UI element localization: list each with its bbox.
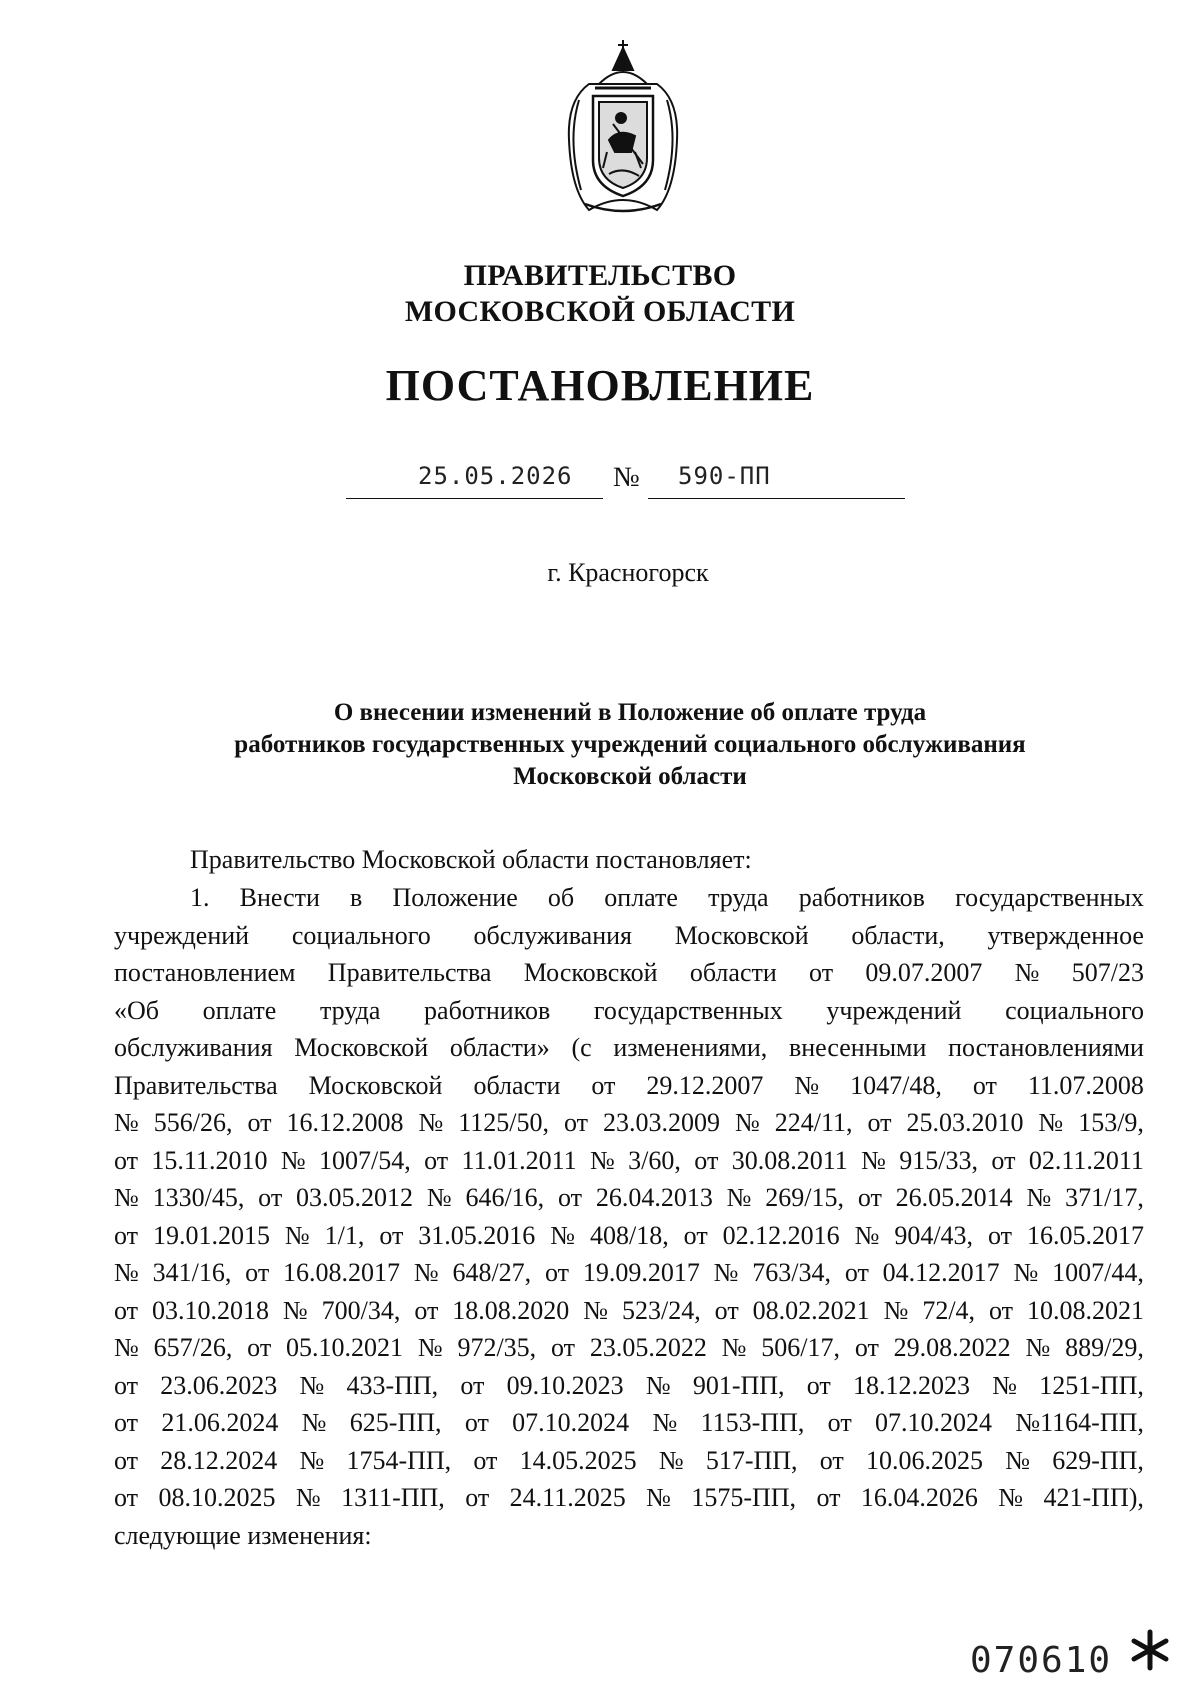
serial-number: 070610 xyxy=(970,1640,1113,1681)
number-sign: № xyxy=(613,462,640,493)
document-subject xyxy=(160,697,1100,793)
subject-line: Московской области xyxy=(513,763,747,790)
registration-number-field xyxy=(648,458,905,499)
body-line: «Об оплате труда работников государственных учреждений социального xyxy=(114,995,1144,1025)
resolution-body xyxy=(114,879,1144,1554)
body-line: от 23.06.2023 № 433-ПП, от 09.10.2023 № 901-ПП, от 18.12.2023 № 1251-ПП, xyxy=(114,1370,1144,1400)
preamble: Правительство Московской области постановляет: xyxy=(190,845,752,874)
body-line: постановлением Правительства Московской области от 09.07.2007 № 507/23 xyxy=(114,958,1144,987)
body-line: от 03.10.2018 № 700/34, от 18.08.2020 № 523/24, от 08.02.2021 № 72/4, от 10.08.2021 xyxy=(114,1295,1144,1325)
body-line: № 657/26, от 05.10.2021 № 972/35, от 23.05.2022 № 506/17, от 29.08.2022 № 889/29, xyxy=(114,1333,1144,1362)
body-line: обслуживания Московской области» (с изменениями, внесенными постановлениями xyxy=(114,1033,1144,1062)
body-line: от 21.06.2024 № 625-ПП, от 07.10.2024 № 1153-ПП, от 07.10.2024 №1164-ПП, xyxy=(114,1408,1144,1437)
body-line: от 28.12.2024 № 1754-ПП, от 14.05.2025 № 517-ПП, от 10.06.2025 № 629-ПП, xyxy=(114,1445,1144,1475)
city-of-issue: г. Красногорск xyxy=(547,558,709,587)
body-line: 1. Внести в Положение об оплате труда работников государственных xyxy=(190,883,1144,912)
body-line: учреждений социального обслуживания Московской области, утвержденное xyxy=(114,920,1144,950)
registration-date: 25.05.2026 xyxy=(418,462,573,490)
subject-line: О внесении изменений в Положение об оплате труда xyxy=(333,699,927,726)
body-line: Правительства Московской области от 29.12.2007 № 1047/48, от 11.07.2008 xyxy=(114,1070,1144,1100)
document-type-title: ПОСТАНОВЛЕНИЕ xyxy=(385,361,815,410)
body-line: № 556/26, от 16.12.2008 № 1125/50, от 23.03.2009 № 224/11, от 25.03.2010 № 153/9, xyxy=(114,1108,1144,1137)
body-line: № 341/16, от 16.08.2017 № 648/27, от 19.09.2017 № 763/34, от 04.12.2017 № 1007/44, xyxy=(114,1258,1144,1287)
body-line: от 19.01.2015 № 1/1, от 31.05.2016 № 408/18, от 02.12.2016 № 904/43, от 16.05.2017 xyxy=(114,1220,1144,1250)
body-line: следующие изменения: xyxy=(114,1520,372,1550)
coat-of-arms-icon xyxy=(559,40,687,218)
issuer-name-line-2: МОСКОВСКОЙ ОБЛАСТИ xyxy=(404,295,796,328)
body-line: № 1330/45, от 03.05.2012 № 646/16, от 26.04.2013 № 269/15, от 26.05.2014 № 371/17, xyxy=(114,1183,1144,1212)
registration-date-field xyxy=(346,458,603,499)
issuer-name-line-1: ПРАВИТЕЛЬСТВО xyxy=(463,259,737,292)
body-line: от 08.10.2025 № 1311-ПП, от 24.11.2025 № 1575-ПП, от 16.04.2026 № 421-ПП), xyxy=(114,1483,1144,1512)
body-line: от 15.11.2010 № 1007/54, от 11.01.2011 № 3/60, от 30.08.2011 № 915/33, от 02.11.2011 xyxy=(114,1145,1144,1175)
asterisk-icon xyxy=(1128,1628,1172,1672)
registration-number: 590-ПП xyxy=(678,462,771,490)
subject-line: работников государственных учреждений социального обслуживания xyxy=(234,731,1026,758)
